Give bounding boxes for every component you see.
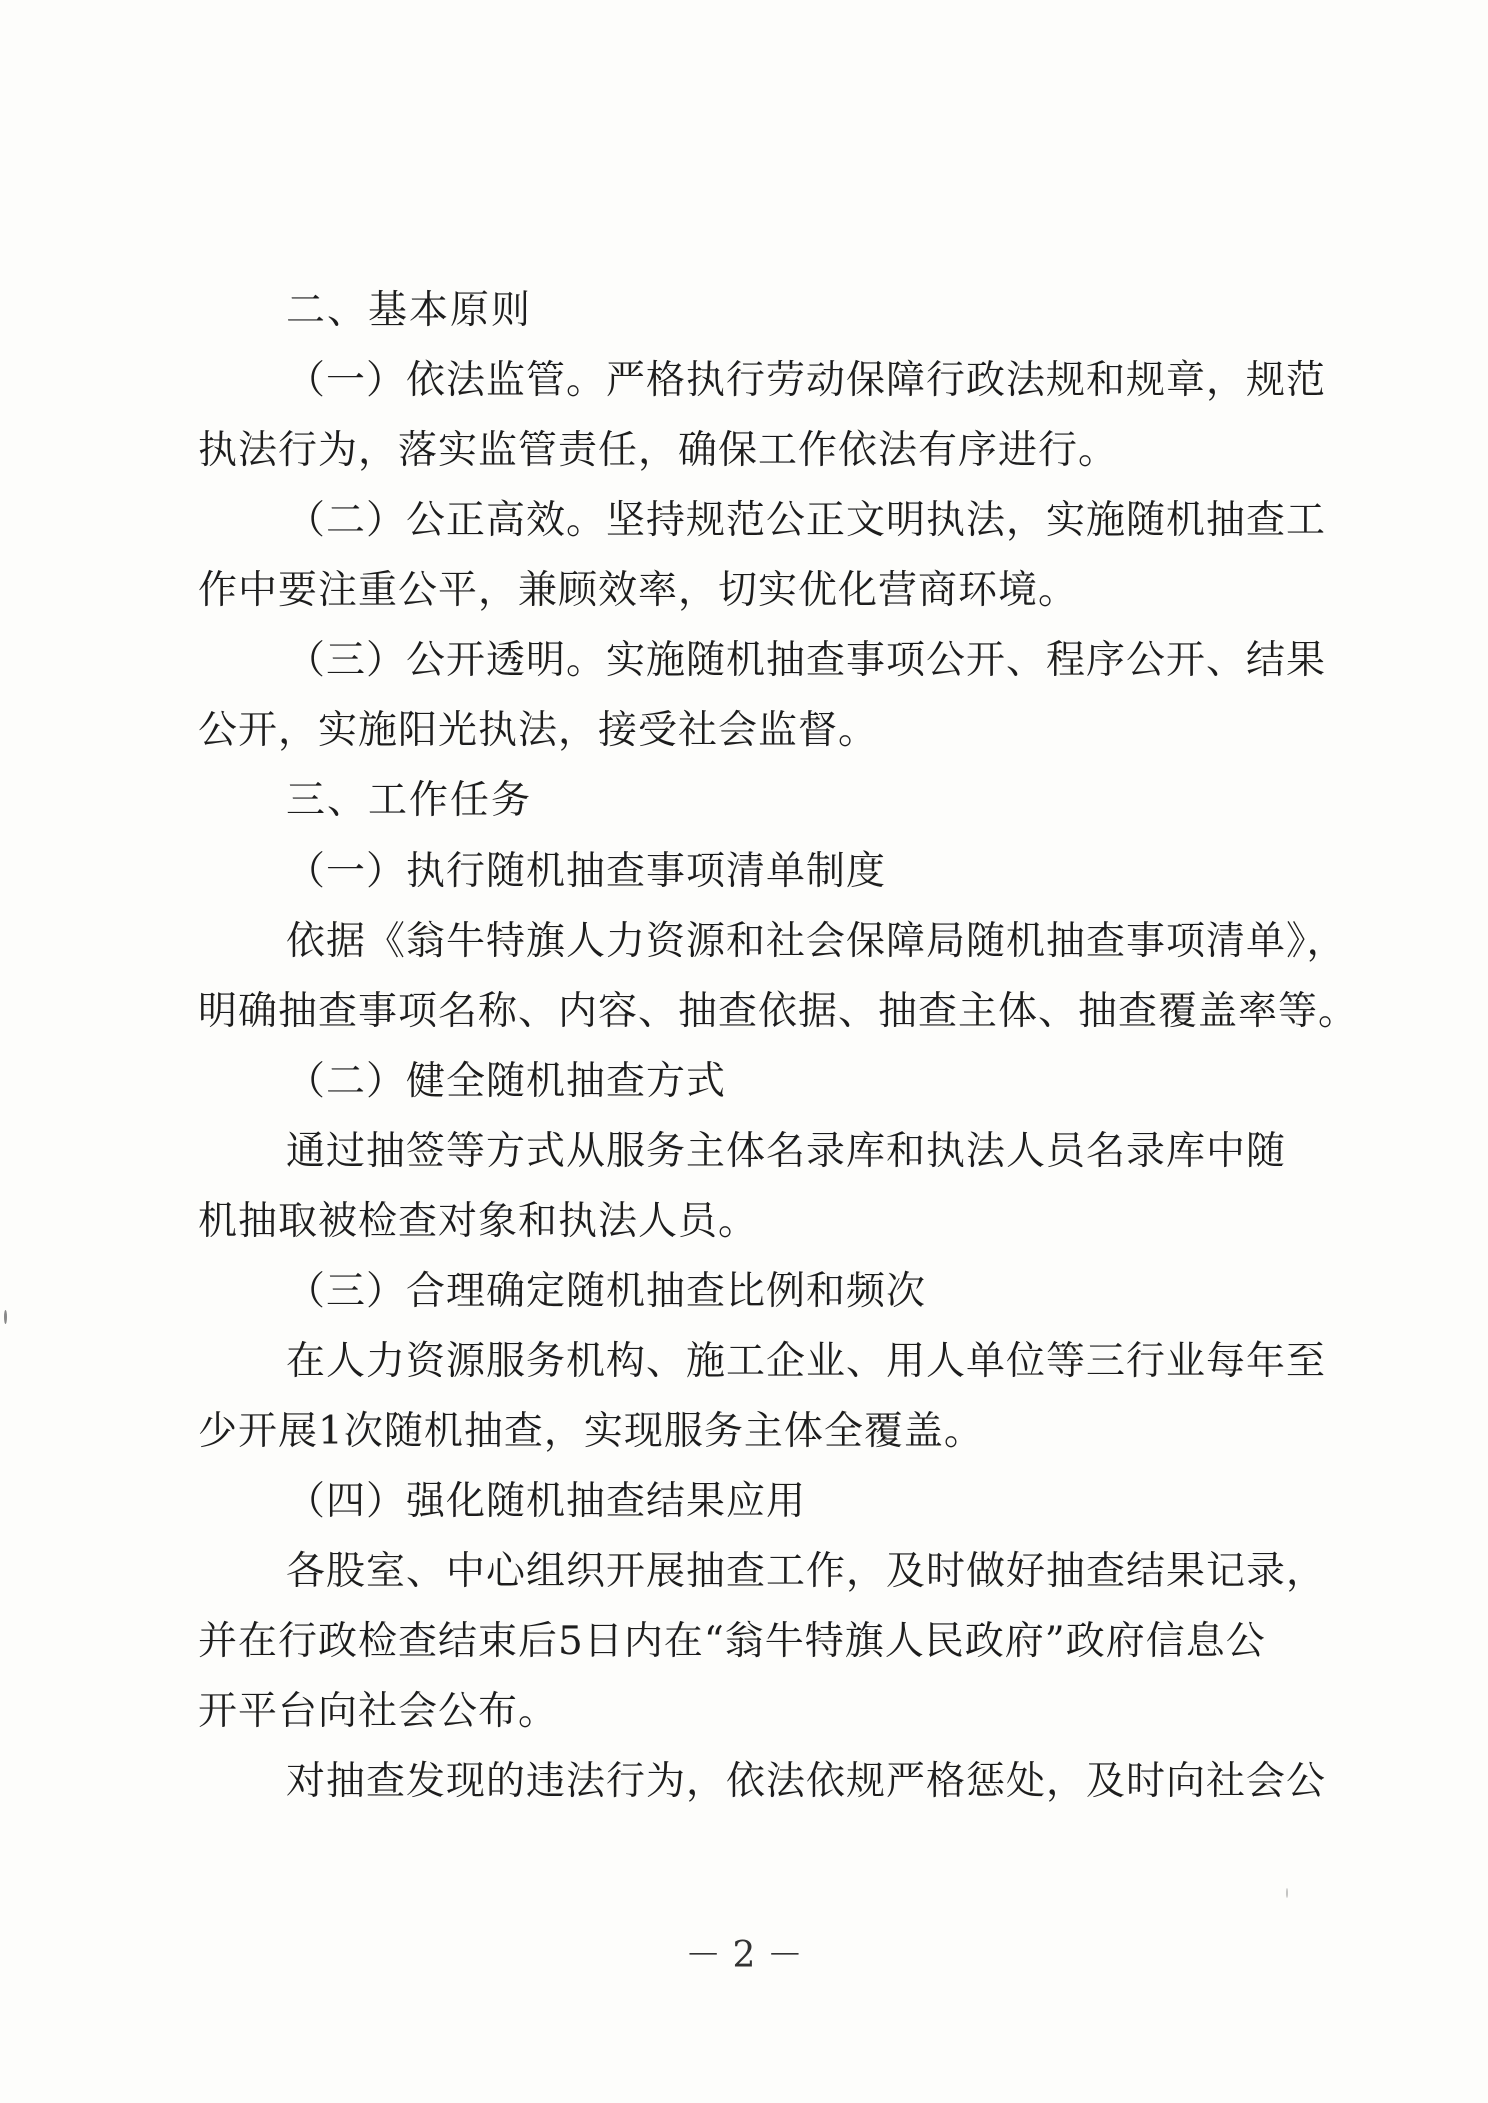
paragraph-line: 机抽取被检查对象和执法人员。 bbox=[198, 1199, 759, 1244]
paragraph-line: 并在行政检查结束后5日内在“翁牛特旗人民政府”政府信息公 bbox=[198, 1619, 1266, 1664]
section-heading-work-tasks: 三、工作任务 bbox=[286, 778, 533, 823]
subheading-line: （四）强化随机抽查结果应用 bbox=[286, 1479, 807, 1524]
paragraph-line: 在人力资源服务机构、施工企业、用人单位等三行业每年至 bbox=[286, 1339, 1327, 1384]
paragraph-line: 少开展1次随机抽查，实现服务主体全覆盖。 bbox=[198, 1409, 984, 1454]
paragraph-line: （二）公正高效。坚持规范公正文明执法，实施随机抽查工 bbox=[286, 498, 1327, 543]
scan-mark bbox=[1286, 1888, 1288, 1898]
scan-mark bbox=[4, 1310, 7, 1324]
subheading-line: （三）合理确定随机抽查比例和频次 bbox=[286, 1269, 927, 1314]
paragraph-line: 作中要注重公平，兼顾效率，切实优化营商环境。 bbox=[198, 568, 1079, 613]
paragraph-line: 公开，实施阳光执法，接受社会监督。 bbox=[198, 708, 879, 753]
paragraph-line: 依据《翁牛特旗人力资源和社会保障局随机抽查事项清单》， bbox=[286, 919, 1347, 964]
paragraph-line: 各股室、中心组织开展抽查工作，及时做好抽查结果记录， bbox=[286, 1549, 1327, 1594]
page-number: － 2 － bbox=[685, 1935, 803, 1976]
paragraph-line: 执法行为，落实监管责任，确保工作依法有序进行。 bbox=[198, 428, 1119, 473]
subheading-line: （一）执行随机抽查事项清单制度 bbox=[286, 849, 887, 894]
paragraph-line: 对抽查发现的违法行为，依法依规严格惩处，及时向社会公 bbox=[286, 1759, 1327, 1804]
subheading-line: （二）健全随机抽查方式 bbox=[286, 1059, 727, 1104]
paragraph-line: （三）公开透明。实施随机抽查事项公开、程序公开、结果 bbox=[286, 638, 1327, 683]
paragraph-line: 明确抽查事项名称、内容、抽查依据、抽查主体、抽查覆盖率等。 bbox=[198, 989, 1359, 1034]
paragraph-line: 通过抽签等方式从服务主体名录库和执法人员名录库中随 bbox=[286, 1129, 1287, 1174]
paragraph-line: 开平台向社会公布。 bbox=[198, 1689, 559, 1734]
paragraph-line: （一）依法监管。严格执行劳动保障行政法规和规章，规范 bbox=[286, 358, 1327, 403]
section-heading-basic-principles: 二、基本原则 bbox=[286, 288, 533, 333]
